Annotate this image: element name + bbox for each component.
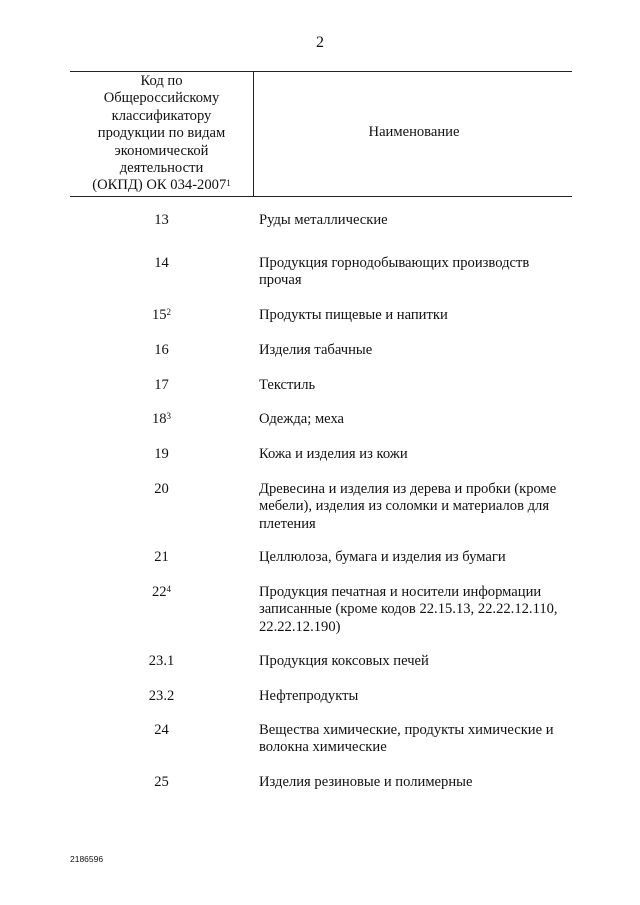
header-code-line-last [70, 177, 253, 194]
row-name: Текстиль [259, 377, 316, 393]
header-footnote-mark: 1 [226, 178, 231, 189]
row-code: 17 [154, 377, 169, 393]
row-name: Древесина и изделия из дерева и пробки (кроме мебели), изделия из соломки и материалов для плетения [259, 481, 557, 532]
row-name: Продукция горнодобывающих производств прочая [259, 255, 530, 289]
table-row [70, 688, 572, 722]
table-row [70, 212, 572, 255]
header-code-column [70, 73, 253, 195]
table-row [70, 307, 572, 342]
table-row [70, 549, 572, 584]
row-code: 25 [154, 774, 169, 790]
row-code: 20 [154, 481, 169, 497]
table-row [70, 481, 572, 549]
row-footnote-mark: 2 [166, 307, 172, 317]
row-name: Руды металлические [259, 212, 388, 228]
header-code-line: (ОКПД) ОК 034-2007 [92, 177, 227, 194]
table-header [70, 71, 572, 197]
row-code: 14 [154, 255, 169, 271]
row-code: $22^4$ [151, 584, 172, 600]
row-name: Одежда; меха [259, 411, 345, 427]
row-code: $15^2$ [151, 307, 172, 323]
row-name: Изделия резиновые и полимерные [259, 774, 473, 790]
document-footer-code: 2186596 [70, 854, 104, 864]
row-code: 19 [154, 446, 169, 462]
row-code: 23.1 [148, 653, 175, 669]
row-name: Кожа и изделия из кожи [259, 446, 408, 462]
header-name-column: Наименование [368, 124, 460, 140]
row-footnote-mark: 4 [166, 584, 172, 594]
table-row [70, 255, 572, 307]
row-name: Целлюлоза, бумага и изделия из бумаги [259, 549, 506, 565]
row-name: Изделия табачные [259, 342, 373, 358]
row-code: $18^3$ [151, 411, 172, 427]
row-footnote-mark: 3 [166, 411, 172, 421]
table-row [70, 377, 572, 411]
table-row [70, 722, 572, 774]
row-code: 21 [154, 549, 169, 565]
row-name: Продукция печатная и носители информации записанные (кроме кодов 22.15.13, 22.22.12.110, 22.22.12.190) [259, 584, 558, 635]
header-code-line: классификатору [111, 107, 212, 124]
header-column-divider [253, 72, 254, 196]
row-code: 13 [154, 212, 169, 228]
row-code: 24 [154, 722, 169, 738]
table-row [70, 446, 572, 481]
row-name: Нефтепродукты [259, 688, 359, 704]
table-row [70, 584, 572, 653]
table-row [70, 342, 572, 377]
table-row [70, 653, 572, 688]
header-code-line: экономической [114, 142, 209, 159]
table-row [70, 411, 572, 446]
header-code-line: Код по [140, 73, 183, 89]
page-number: 2 [316, 34, 324, 51]
row-code: 23.2 [148, 688, 175, 704]
header-code-line: деятельности [119, 160, 204, 177]
header-code-line: Общероссийскому [103, 90, 220, 107]
header-code-line: продукции по видам [97, 125, 226, 142]
row-name: Вещества химические, продукты химические и волокна химические [259, 722, 554, 756]
row-name: Продукция коксовых печей [259, 653, 429, 669]
table-body [70, 212, 572, 808]
row-code: 16 [154, 342, 169, 358]
row-name: Продукты пищевые и напитки [259, 307, 448, 323]
table-row [70, 774, 572, 808]
